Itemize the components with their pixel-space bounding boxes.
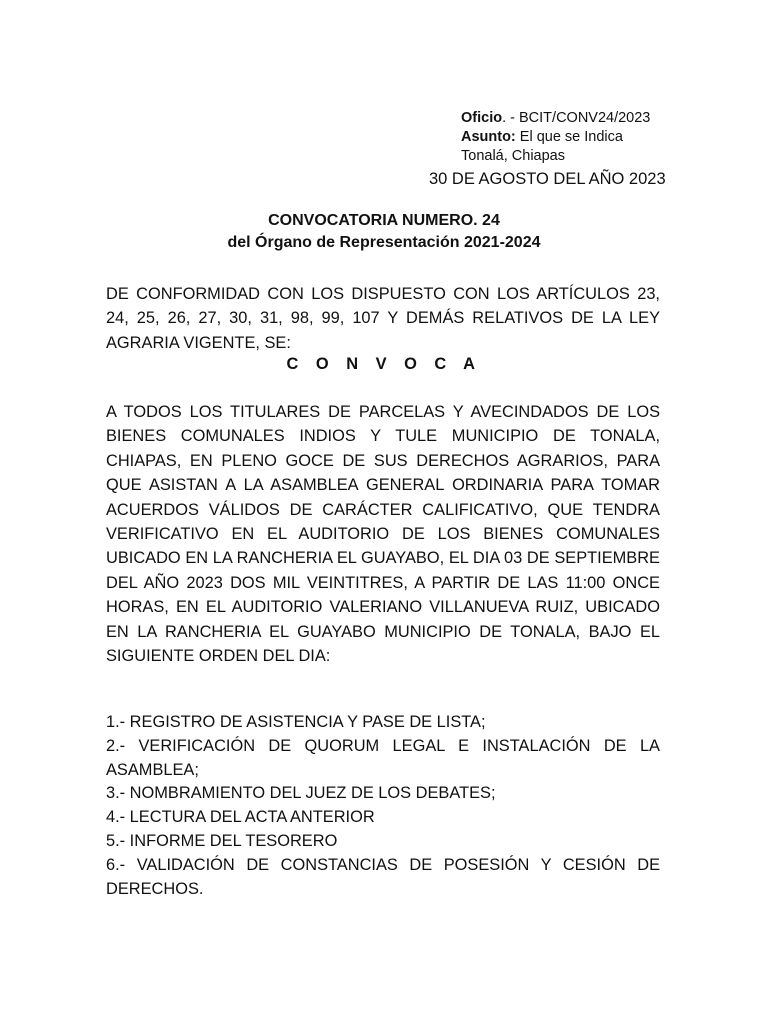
convoca-heading: C O N V O C A [286, 355, 482, 373]
oficio-line [461, 109, 650, 128]
oficio-value: . - BCIT/CONV24/2023 [502, 110, 651, 126]
document-title [0, 210, 768, 254]
location-line: Tonalá, Chiapas [461, 148, 565, 164]
agenda-list [106, 711, 660, 901]
title-line-2: del Órgano de Representación 2021-2024 [227, 234, 541, 251]
asunto-line [461, 128, 650, 147]
asunto-value: El que se Indica [515, 129, 623, 145]
document-date: 30 DE AGOSTO DEL AÑO 2023 [429, 170, 666, 188]
oficio-label: Oficio [461, 110, 503, 126]
title-line-1: CONVOCATORIA NUMERO. 24 [268, 212, 500, 229]
agenda-item: 6.- VALIDACIÓN DE CONSTANCIAS DE POSESIÓN Y CESIÓN DE DERECHOS. [106, 855, 660, 898]
agenda-item: 1.- REGISTRO DE ASISTENCIA Y PASE DE LISTA; [106, 713, 486, 731]
agenda-item: 4.- LECTURA DEL ACTA ANTERIOR [106, 808, 375, 827]
letterhead-block [461, 109, 650, 166]
body-paragraph: A TODOS LOS TITULARES DE PARCELAS Y AVECINDADOS DE LOS BIENES COMUNALES INDIOS Y TULE MUNICIPIO DE TONALA, CHIAPAS, EN PLENO GOCE DE SUS DERECHOS AGRARIOS, PARA QUE ASISTAN A LA ASAMBLEA GENERAL ORDINARIA PARA TOMAR ACUERDOS VÁLIDOS DE CARÁCTER CALIFICATIVO, QUE TENDRA VERIFICATIVO EN EL AUDITORIO DE LOS BIENES COMUNALES UBICADO EN LA RANCHERIA EL GUAYABO, EL DIA 03 DE SEPTIEMBRE DEL AÑO 2023 DOS MIL VEINTITRES, A PARTIR DE LAS 11:00 ONCE HORAS, EN EL AUDITORIO VALERIANO VILLANUEVA RUIZ, UBICADO EN LA RANCHERIA EL GUAYABO MUNICIPIO DE TONALA, BAJO EL SIGUIENTE ORDEN DEL DIA: [106, 403, 660, 666]
agenda-item: 5.- INFORME DEL TESORERO [106, 831, 338, 850]
agenda-item: 3.- NOMBRAMIENTO DEL JUEZ DE LOS DEBATES; [106, 784, 496, 803]
intro-paragraph: DE CONFORMIDAD CON LOS DISPUESTO CON LOS ARTÍCULOS 23, 24, 25, 26, 27, 30, 31, 98, 99, 107 Y DEMÁS RELATIVOS DE LA LEY AGRARIA VIGENTE, SE: [106, 285, 660, 352]
asunto-label: Asunto: [461, 129, 516, 145]
agenda-item: 2.- VERIFICACIÓN DE QUORUM LEGAL E INSTALACIÓN DE LA ASAMBLEA; [106, 736, 660, 779]
